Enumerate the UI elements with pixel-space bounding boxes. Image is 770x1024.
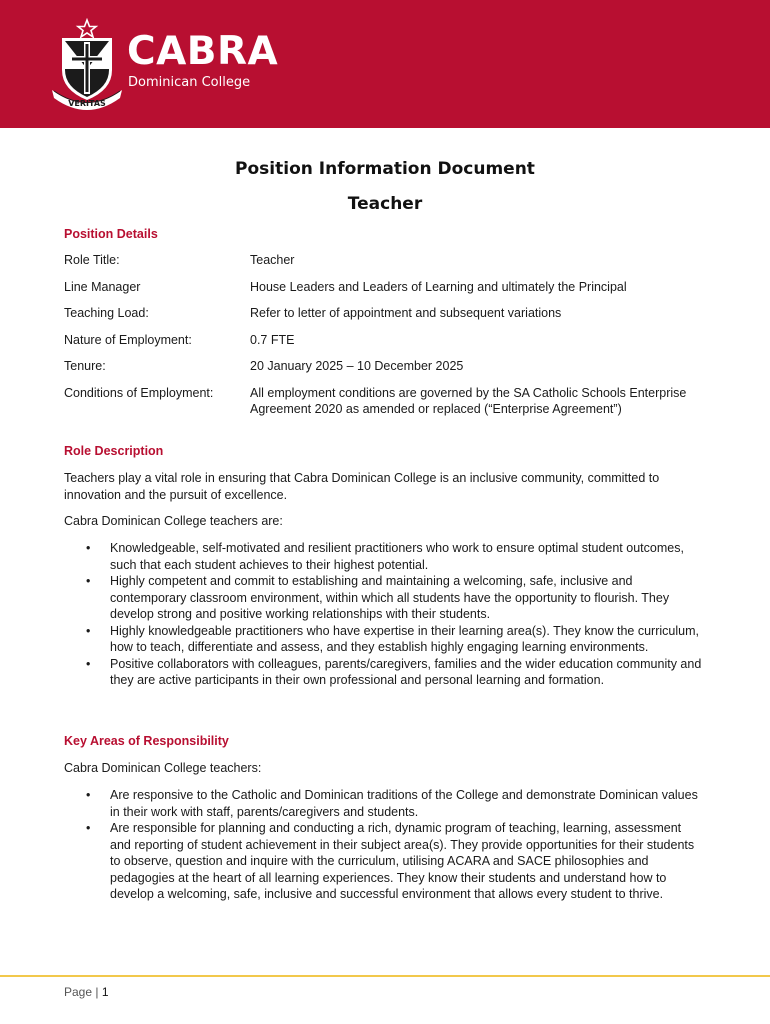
role-description-heading: Role Description	[64, 444, 164, 458]
bullet-icon: •	[86, 656, 91, 671]
logo-name: CABRA	[127, 29, 279, 74]
detail-value: House Leaders and Leaders of Learning and ultimately the Principal	[250, 279, 627, 294]
detail-label: Tenure:	[64, 359, 106, 373]
bullet-icon: •	[86, 788, 91, 802]
detail-label: Conditions of Employment:	[64, 385, 214, 400]
detail-row	[64, 252, 704, 269]
position-details-table	[64, 252, 704, 418]
detail-label: Line Manager	[64, 279, 141, 294]
bullet-icon: •	[86, 623, 91, 638]
detail-row	[64, 385, 704, 418]
list-item-text: Knowledgeable, self-motivated and resilient practitioners who work to ensure optimal student outcomes, such that each student achieves to their highest potential.	[110, 541, 684, 572]
role-description-list	[64, 540, 704, 689]
list-item-text: Highly competent and commit to establishing and maintaining a welcoming, safe, inclusive and contemporary classroom environment, within which all students have the opportunity to flourish. They develop strong and positive working relationships with their students.	[110, 574, 670, 621]
bullet-icon: •	[86, 541, 91, 555]
bullet-icon: •	[86, 574, 91, 588]
responsibilities-list	[64, 787, 704, 903]
bullet-icon: •	[86, 821, 91, 835]
page-number: 1	[101, 985, 109, 999]
detail-label: Nature of Employment:	[64, 332, 192, 347]
list-item	[64, 787, 704, 820]
cabra-logo	[50, 18, 290, 110]
detail-row	[64, 279, 704, 296]
college-crest-icon	[50, 18, 128, 110]
position-details-heading: Position Details	[64, 227, 158, 241]
role-description-intro: Teachers play a vital role in ensuring that Cabra Dominican College is an inclusive community, committed to innovation and the pursuit of excellence.	[64, 471, 660, 502]
page-footer	[64, 985, 109, 999]
motto-text: VERITAS	[68, 99, 106, 108]
detail-row	[64, 332, 704, 349]
detail-value: 0.7 FTE	[250, 332, 295, 347]
list-item	[64, 820, 704, 903]
logo-subtitle: Dominican College	[128, 75, 251, 90]
detail-label: Role Title:	[64, 253, 120, 267]
list-item	[64, 540, 704, 573]
document-title: Position Information Document	[235, 159, 535, 179]
document-subtitle: Teacher	[347, 194, 423, 214]
header-band	[0, 0, 770, 128]
list-item-text: Are responsible for planning and conducting a rich, dynamic program of teaching, learning, assessment and reporting of student achievement in their subject area(s). They provide opportunities for their students to observe, question and inquire with the curriculum, utilising ACARA and SACE philosophies and pedagogies at the heart of all learning experiences. They know their students and understand how to develop a welcoming, safe, inclusive and successful environment that allows every student to thrive.	[110, 821, 695, 901]
list-item	[64, 623, 704, 656]
list-item-text: Are responsive to the Catholic and Dominican traditions of the College and demonstrate Dominican values in their work with staff, parents/caregivers and students.	[110, 788, 698, 819]
list-item-text: Highly knowledgeable practitioners who have expertise in their learning area(s). They know the curriculum, how to teach, differentiate and assess, and they establish highly engaging learning environments.	[110, 623, 699, 654]
list-item	[64, 656, 704, 689]
detail-value: 20 January 2025 – 10 December 2025	[250, 359, 464, 373]
detail-label: Teaching Load:	[64, 306, 149, 320]
detail-value: Refer to letter of appointment and subsequent variations	[250, 306, 562, 320]
list-item-text: Positive collaborators with colleagues, parents/caregivers, families and the wider education community and they are active participants in their own professional and personal learning and formation.	[110, 656, 702, 687]
footer-divider	[0, 975, 770, 977]
list-item	[64, 573, 704, 623]
detail-row	[64, 305, 704, 322]
responsibilities-lead: Cabra Dominican College teachers:	[64, 761, 262, 775]
detail-row	[64, 358, 704, 375]
role-description-lead: Cabra Dominican College teachers are:	[64, 514, 283, 528]
page-label: Page |	[64, 985, 102, 999]
detail-value: Teacher	[250, 253, 295, 267]
detail-value: All employment conditions are governed by the SA Catholic Schools Enterprise Agreement 2020 as amended or replaced (“Enterprise Agreement”)	[250, 385, 687, 416]
responsibilities-heading: Key Areas of Responsibility	[64, 734, 229, 748]
